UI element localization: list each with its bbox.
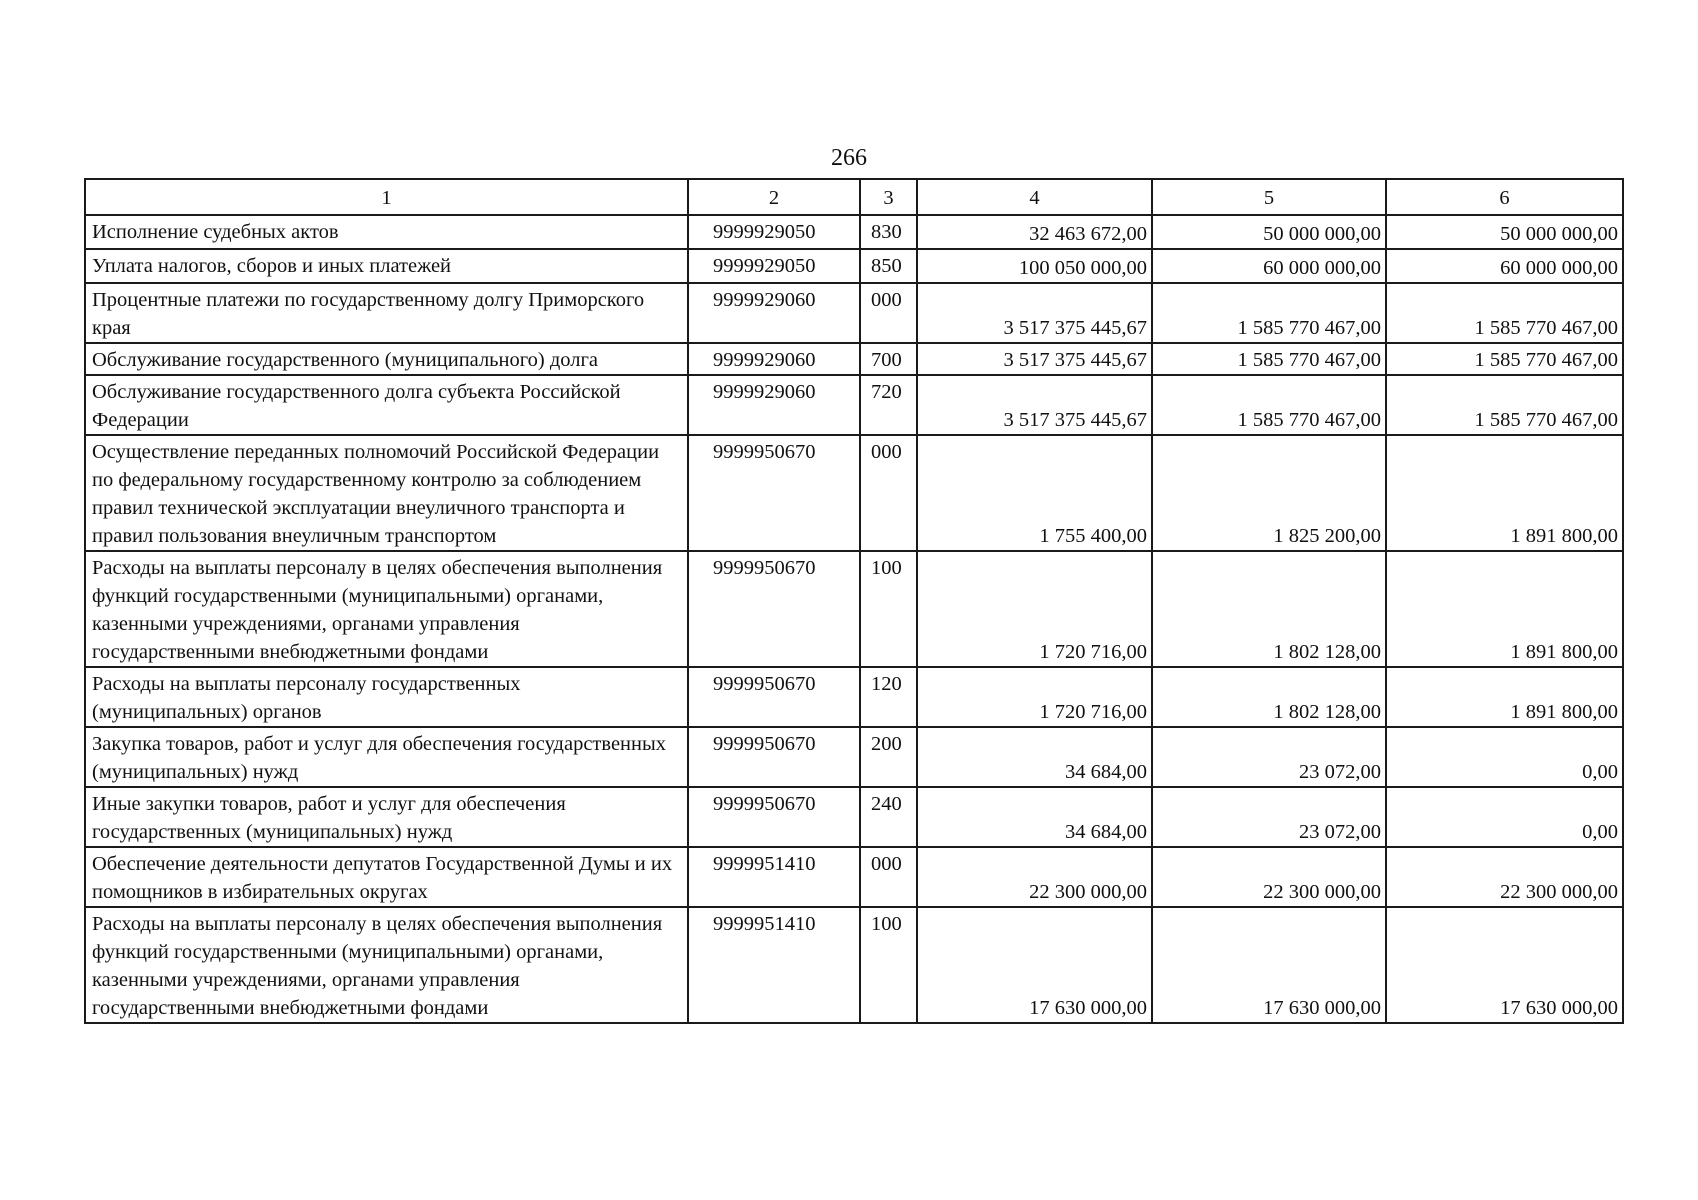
row-type-cell: 850 <box>860 249 917 283</box>
row-name-cell: Осуществление переданных полномочий Российской Федерации по федеральному государственному контролю за соблюдением правил технической эксплуатации внеуличного транспорта и правил пользования внеуличным транспортом <box>85 435 688 551</box>
column-header-4: 4 <box>917 179 1152 215</box>
column-header-2: 2 <box>688 179 860 215</box>
row-value-col6: 17 630 000,00 <box>1386 907 1623 1023</box>
row-value-col6: 1 585 770 467,00 <box>1386 343 1623 375</box>
row-name-cell: Процентные платежи по государственному долгу Приморского края <box>85 283 688 343</box>
row-value-col6: 1 891 800,00 <box>1386 667 1623 727</box>
row-value-col6: 1 891 800,00 <box>1386 551 1623 667</box>
row-value-col5: 17 630 000,00 <box>1152 907 1386 1023</box>
row-type-cell: 100 <box>860 907 917 1023</box>
row-value-col4: 17 630 000,00 <box>917 907 1152 1023</box>
row-value-col6: 1 585 770 467,00 <box>1386 375 1623 435</box>
row-value-col4: 3 517 375 445,67 <box>917 283 1152 343</box>
row-value-col5: 1 802 128,00 <box>1152 551 1386 667</box>
row-code-cell: 9999929060 <box>688 343 860 375</box>
row-code-cell: 9999951410 <box>688 907 860 1023</box>
row-value-col4: 100 050 000,00 <box>917 249 1152 283</box>
row-type-cell: 700 <box>860 343 917 375</box>
row-name-cell: Иные закупки товаров, работ и услуг для обеспечения государственных (муниципальных) нужд <box>85 787 688 847</box>
row-code-cell: 9999951410 <box>688 847 860 907</box>
row-type-cell: 720 <box>860 375 917 435</box>
row-name-cell: Исполнение судебных актов <box>85 215 688 249</box>
row-value-col4: 34 684,00 <box>917 787 1152 847</box>
row-value-col5: 1 585 770 467,00 <box>1152 343 1386 375</box>
row-name-cell: Обслуживание государственного долга субъекта Российской Федерации <box>85 375 688 435</box>
row-code-cell: 9999950670 <box>688 787 860 847</box>
row-value-col5: 1 585 770 467,00 <box>1152 283 1386 343</box>
budget-table <box>84 178 1624 1024</box>
table-row <box>85 727 1623 787</box>
row-value-col5: 1 825 200,00 <box>1152 435 1386 551</box>
row-code-cell: 9999950670 <box>688 551 860 667</box>
row-code-cell: 9999950670 <box>688 727 860 787</box>
row-value-col4: 22 300 000,00 <box>917 847 1152 907</box>
row-value-col6: 50 000 000,00 <box>1386 215 1623 249</box>
table-row <box>85 215 1623 249</box>
column-header-6: 6 <box>1386 179 1623 215</box>
page-number: 266 <box>831 145 867 171</box>
table-row <box>85 343 1623 375</box>
row-code-cell: 9999950670 <box>688 667 860 727</box>
table-header-row <box>85 179 1623 215</box>
row-value-col5: 60 000 000,00 <box>1152 249 1386 283</box>
row-value-col6: 0,00 <box>1386 727 1623 787</box>
column-header-5: 5 <box>1152 179 1386 215</box>
row-value-col6: 60 000 000,00 <box>1386 249 1623 283</box>
table-row <box>85 435 1623 551</box>
row-value-col4: 32 463 672,00 <box>917 215 1152 249</box>
row-value-col4: 1 720 716,00 <box>917 551 1152 667</box>
row-value-col5: 1 585 770 467,00 <box>1152 375 1386 435</box>
row-type-cell: 120 <box>860 667 917 727</box>
row-value-col5: 50 000 000,00 <box>1152 215 1386 249</box>
row-type-cell: 240 <box>860 787 917 847</box>
row-type-cell: 200 <box>860 727 917 787</box>
row-value-col6: 1 891 800,00 <box>1386 435 1623 551</box>
row-code-cell: 9999929060 <box>688 375 860 435</box>
row-value-col6: 1 585 770 467,00 <box>1386 283 1623 343</box>
row-name-cell: Расходы на выплаты персоналу в целях обеспечения выполнения функций государственными (муниципальными) органами, казенными учреждениями, органами управления государственными внебюджетными фондами <box>85 551 688 667</box>
row-type-cell: 100 <box>860 551 917 667</box>
row-code-cell: 9999929050 <box>688 249 860 283</box>
row-value-col5: 1 802 128,00 <box>1152 667 1386 727</box>
table-row <box>85 551 1623 667</box>
row-code-cell: 9999929060 <box>688 283 860 343</box>
table-row <box>85 375 1623 435</box>
row-value-col4: 3 517 375 445,67 <box>917 375 1152 435</box>
row-value-col4: 3 517 375 445,67 <box>917 343 1152 375</box>
row-value-col5: 23 072,00 <box>1152 787 1386 847</box>
row-value-col6: 22 300 000,00 <box>1386 847 1623 907</box>
row-value-col4: 1 755 400,00 <box>917 435 1152 551</box>
table-row <box>85 667 1623 727</box>
row-value-col6: 0,00 <box>1386 787 1623 847</box>
column-header-1: 1 <box>85 179 688 215</box>
row-code-cell: 9999929050 <box>688 215 860 249</box>
table-row <box>85 907 1623 1023</box>
row-type-cell: 000 <box>860 435 917 551</box>
row-name-cell: Обслуживание государственного (муниципального) долга <box>85 343 688 375</box>
row-value-col5: 23 072,00 <box>1152 727 1386 787</box>
row-value-col5: 22 300 000,00 <box>1152 847 1386 907</box>
table-row <box>85 787 1623 847</box>
column-header-3: 3 <box>860 179 917 215</box>
row-name-cell: Расходы на выплаты персоналу государственных (муниципальных) органов <box>85 667 688 727</box>
row-name-cell: Обеспечение деятельности депутатов Государственной Думы и их помощников в избирательных округах <box>85 847 688 907</box>
row-name-cell: Расходы на выплаты персоналу в целях обеспечения выполнения функций государственными (муниципальными) органами, казенными учреждениями, органами управления государственными внебюджетными фондами <box>85 907 688 1023</box>
row-type-cell: 000 <box>860 283 917 343</box>
row-name-cell: Закупка товаров, работ и услуг для обеспечения государственных (муниципальных) нужд <box>85 727 688 787</box>
row-type-cell: 000 <box>860 847 917 907</box>
table-row <box>85 847 1623 907</box>
table-row <box>85 283 1623 343</box>
row-value-col4: 1 720 716,00 <box>917 667 1152 727</box>
row-value-col4: 34 684,00 <box>917 727 1152 787</box>
row-type-cell: 830 <box>860 215 917 249</box>
budget-table-container <box>84 178 1622 1024</box>
row-code-cell: 9999950670 <box>688 435 860 551</box>
table-row <box>85 249 1623 283</box>
row-name-cell: Уплата налогов, сборов и иных платежей <box>85 249 688 283</box>
